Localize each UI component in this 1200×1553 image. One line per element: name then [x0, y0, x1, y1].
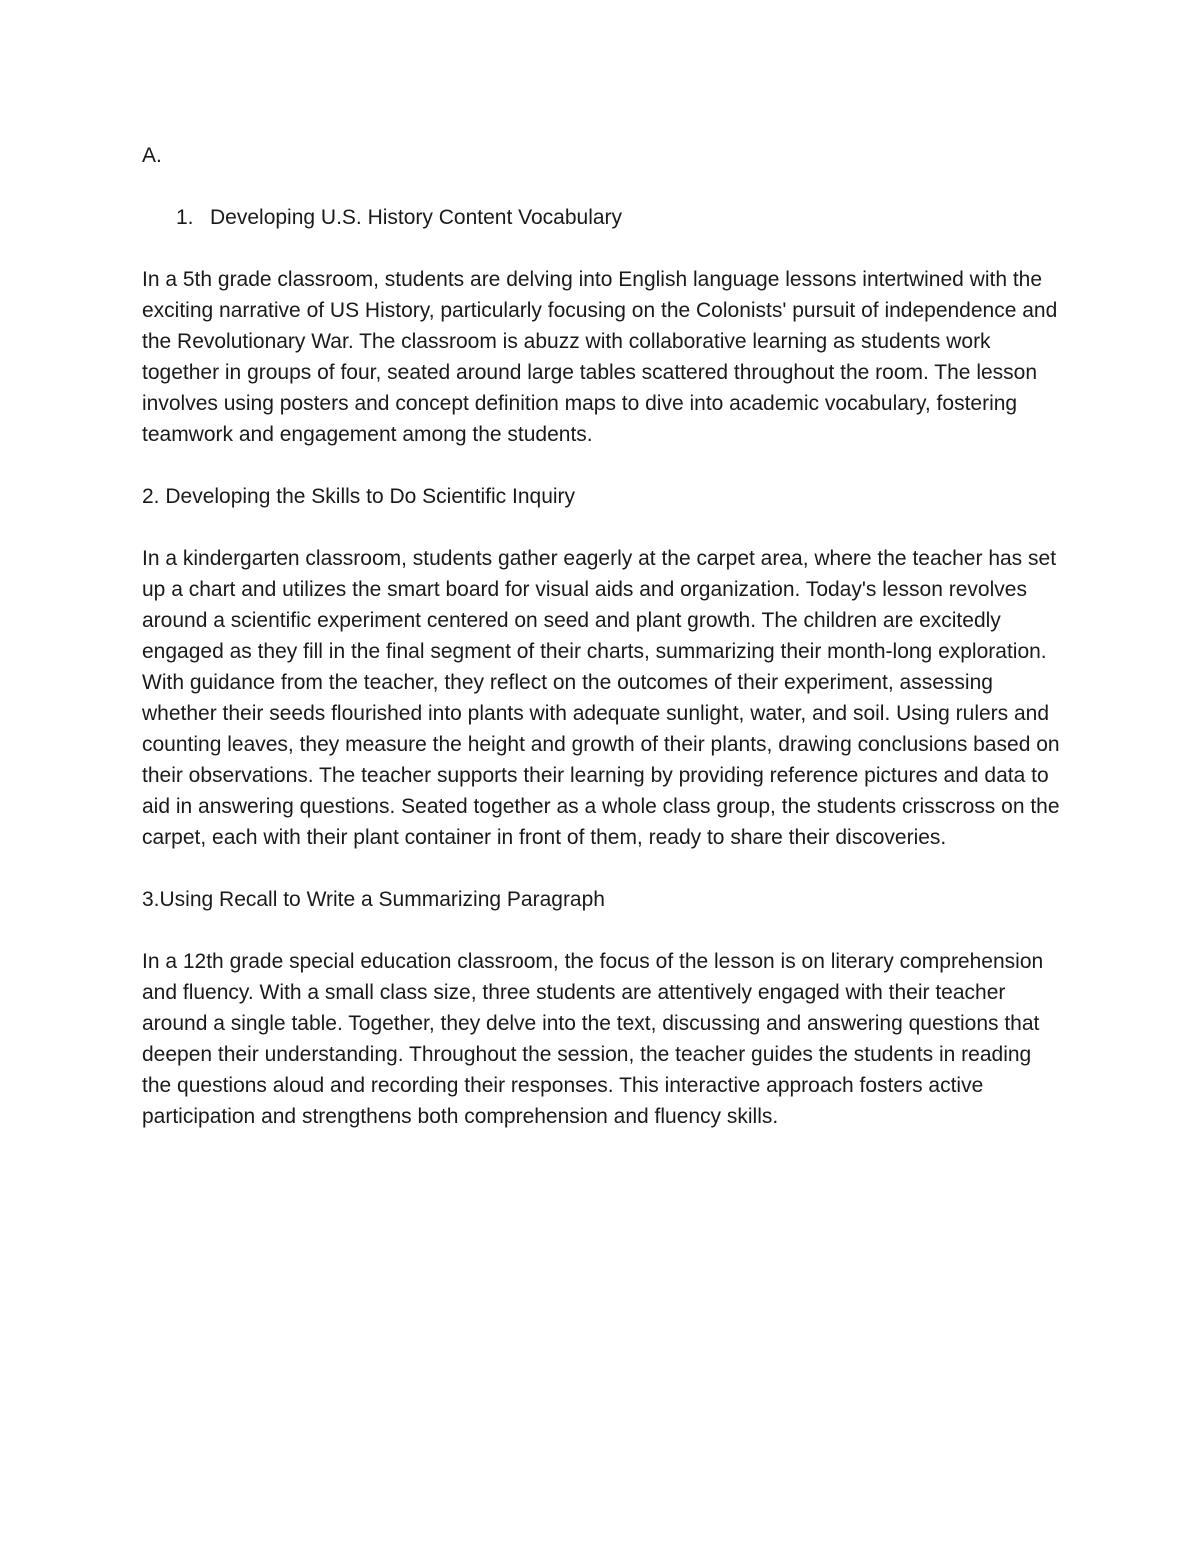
section-3-paragraph: In a 12th grade special education classroom, the focus of the lesson is on literary comprehension and fluency. With a small class size, three students are attentively engaged with their teacher around a single table. Together, they delve into the text, discussing and answering questions that deepen their understanding. Throughout the session, the teacher guides the students in reading the questions aloud and recording their responses. This interactive approach fosters active participation and strengthens both comprehension and fluency skills.	[142, 950, 1044, 1128]
document-body	[142, 140, 1062, 1163]
section-1-paragraph: In a 5th grade classroom, students are delving into English language lessons intertwined with the exciting narrative of US History, particularly focusing on the Colonists' pursuit of independence and the Revolutionary War. The classroom is abuzz with collaborative learning as students work together in groups of four, seated around large tables scattered throughout the room. The lesson involves using posters and concept definition maps to dive into academic vocabulary, fostering teamwork and engagement among the students.	[142, 268, 1058, 446]
section-2-heading: 2. Developing the Skills to Do Scientific Inquiry	[142, 485, 576, 508]
section-letter: A.	[142, 144, 162, 167]
section-3-heading: 3.Using Recall to Write a Summarizing Paragraph	[142, 888, 605, 911]
list-number: 1.	[176, 206, 194, 229]
heading-text: Developing U.S. History Content Vocabulary	[210, 206, 623, 229]
section-2-paragraph: In a kindergarten classroom, students gather eagerly at the carpet area, where the teacher has set up a chart and utilizes the smart board for visual aids and organization. Today's lesson revolves around a scientific experiment centered on seed and plant growth. The children are excitedly engaged as they fill in the final segment of their charts, summarizing their month-long exploration. With guidance from the teacher, they reflect on the outcomes of their experiment, assessing whether their seeds flourished into plants with adequate sunlight, water, and soil. Using rulers and counting leaves, they measure the height and growth of their plants, drawing conclusions based on their observations. The teacher supports their learning by providing reference pictures and data to aid in answering questions. Seated together as a whole class group, the students crisscross on the carpet, each with their plant container in front of them, ready to share their discoveries.	[142, 547, 1060, 849]
section-1-heading	[142, 202, 1062, 233]
